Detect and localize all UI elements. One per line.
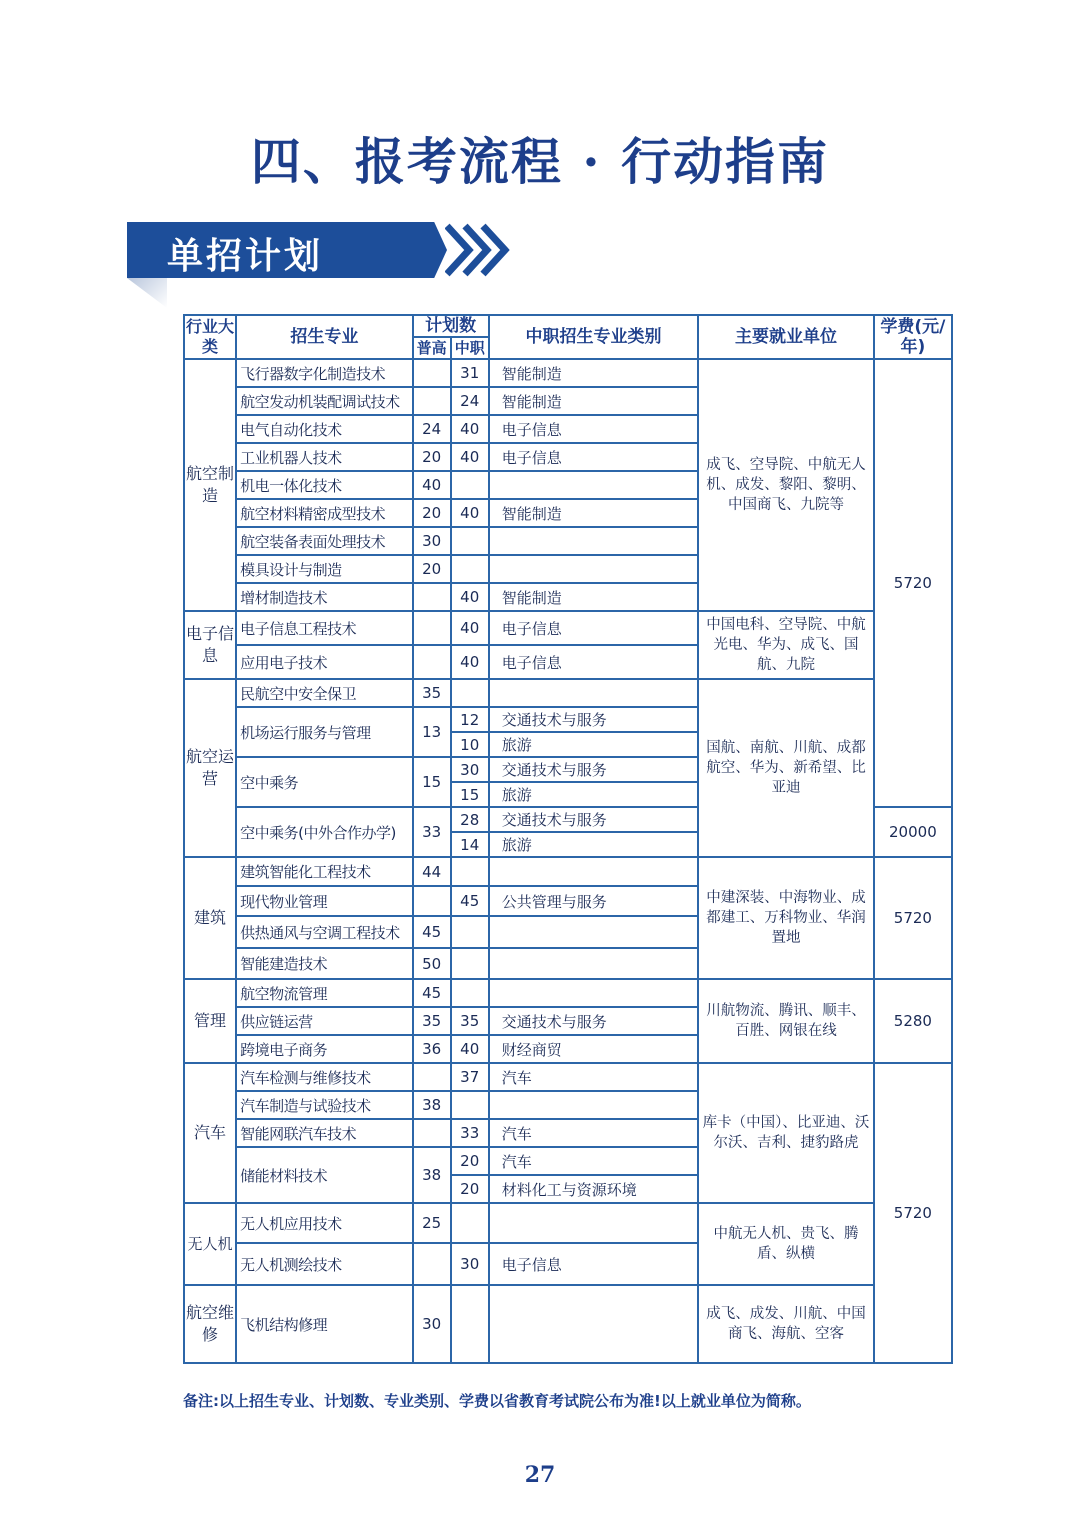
zhongzhi-cell: 40: [451, 415, 489, 443]
zhongzhi-cell: 37: [451, 1063, 489, 1091]
footnote: 备注:以上招生专业、计划数、专业类别、学费以省教育考试院公布为准!以上就业单位为简称。: [183, 1392, 811, 1410]
zhongzhi-cell: [451, 471, 489, 499]
header-plan: 计划数: [413, 315, 489, 337]
table-row: [184, 979, 952, 1007]
header-zhongzhi: 中职: [451, 337, 489, 359]
zhongzhi-cell: 31: [451, 359, 489, 387]
zhongzhi-cell: 20: [451, 1147, 489, 1175]
zhongzhi-cell: [451, 555, 489, 583]
tuition-cell: 5720: [874, 359, 952, 807]
header-pugao: 普高: [413, 337, 451, 359]
major-cell: 航空发动机装配调试技术: [236, 387, 412, 415]
major-cell: 航空材料精密成型技术: [236, 499, 412, 527]
type-cell: 旅游: [489, 832, 699, 857]
type-cell: 汽车: [489, 1119, 699, 1147]
tuition-cell: 5720: [874, 857, 952, 979]
category-cell: 航空运营: [184, 679, 236, 857]
type-cell: 汽车: [489, 1147, 699, 1175]
employers-cell: 国航、南航、川航、成都航空、华为、新希望、比亚迪: [698, 679, 873, 857]
type-cell: [489, 948, 699, 979]
pugao-cell: [413, 583, 451, 611]
zhongzhi-cell: 40: [451, 499, 489, 527]
type-cell: 财经商贸: [489, 1035, 699, 1063]
zhongzhi-cell: 40: [451, 583, 489, 611]
type-cell: 交通技术与服务: [489, 757, 699, 782]
major-cell: 电气自动化技术: [236, 415, 412, 443]
pugao-cell: 30: [413, 1285, 451, 1363]
type-cell: [489, 679, 699, 707]
table-row: [184, 359, 952, 387]
table-row: [184, 857, 952, 886]
enrollment-plan-table: [183, 314, 953, 1364]
type-cell: [489, 527, 699, 555]
zhongzhi-cell: [451, 948, 489, 979]
type-cell: 公共管理与服务: [489, 886, 699, 916]
zhongzhi-cell: [451, 916, 489, 948]
pugao-cell: 38: [413, 1147, 451, 1203]
zhongzhi-cell: 28: [451, 807, 489, 832]
major-cell: 供热通风与空调工程技术: [236, 916, 412, 948]
type-cell: [489, 471, 699, 499]
zhongzhi-cell: 40: [451, 443, 489, 471]
section-banner: [127, 222, 457, 278]
major-cell: 现代物业管理: [236, 886, 412, 916]
type-cell: 电子信息: [489, 611, 699, 645]
pugao-cell: 38: [413, 1091, 451, 1119]
table-row: [184, 1063, 952, 1091]
zhongzhi-cell: 45: [451, 886, 489, 916]
major-cell: 汽车制造与试验技术: [236, 1091, 412, 1119]
tuition-cell: 5280: [874, 979, 952, 1063]
major-cell: 飞机结构修理: [236, 1285, 412, 1363]
type-cell: [489, 857, 699, 886]
pugao-cell: 20: [413, 443, 451, 471]
pugao-cell: [413, 1119, 451, 1147]
major-cell: 无人机测绘技术: [236, 1243, 412, 1285]
banner-fold-decoration: [127, 278, 167, 308]
zhongzhi-cell: [451, 1285, 489, 1363]
major-cell: 无人机应用技术: [236, 1203, 412, 1243]
pugao-cell: 35: [413, 1007, 451, 1035]
category-cell: 汽车: [184, 1063, 236, 1203]
pugao-cell: 44: [413, 857, 451, 886]
type-cell: 智能制造: [489, 499, 699, 527]
major-cell: 机电一体化技术: [236, 471, 412, 499]
pugao-cell: [413, 645, 451, 679]
pugao-cell: 24: [413, 415, 451, 443]
pugao-cell: [413, 1063, 451, 1091]
type-cell: [489, 916, 699, 948]
type-cell: 交通技术与服务: [489, 807, 699, 832]
type-cell: 旅游: [489, 782, 699, 807]
employers-cell: 中建深装、中海物业、成都建工、万科物业、华润置地: [698, 857, 873, 979]
type-cell: [489, 979, 699, 1007]
table-row: [184, 679, 952, 707]
major-cell: 模具设计与制造: [236, 555, 412, 583]
type-cell: 交通技术与服务: [489, 1007, 699, 1035]
pugao-cell: 36: [413, 1035, 451, 1063]
zhongzhi-cell: 24: [451, 387, 489, 415]
table-row: [184, 1203, 952, 1243]
category-cell: 电子信息: [184, 611, 236, 679]
pugao-cell: 15: [413, 757, 451, 807]
pugao-cell: 45: [413, 916, 451, 948]
type-cell: 交通技术与服务: [489, 707, 699, 732]
major-cell: 电子信息工程技术: [236, 611, 412, 645]
header-zz-type: 中职招生专业类别: [489, 315, 699, 359]
zhongzhi-cell: 20: [451, 1175, 489, 1203]
type-cell: 电子信息: [489, 1243, 699, 1285]
page-title: 四、报考流程 · 行动指南: [250, 132, 830, 191]
zhongzhi-cell: 40: [451, 1035, 489, 1063]
type-cell: 电子信息: [489, 415, 699, 443]
major-cell: 增材制造技术: [236, 583, 412, 611]
zhongzhi-cell: 30: [451, 1243, 489, 1285]
header-employers: 主要就业单位: [698, 315, 873, 359]
page-number: 27: [524, 1462, 556, 1488]
major-cell: 储能材料技术: [236, 1147, 412, 1203]
major-cell: 供应链运营: [236, 1007, 412, 1035]
zhongzhi-cell: 33: [451, 1119, 489, 1147]
section-title: 单招计划: [167, 236, 324, 277]
pugao-cell: 20: [413, 499, 451, 527]
pugao-cell: 25: [413, 1203, 451, 1243]
employers-cell: 成飞、成发、川航、中国商飞、海航、空客: [698, 1285, 873, 1363]
zhongzhi-cell: 35: [451, 1007, 489, 1035]
table-row: [184, 611, 952, 645]
zhongzhi-cell: [451, 857, 489, 886]
zhongzhi-cell: 14: [451, 832, 489, 857]
zhongzhi-cell: [451, 527, 489, 555]
type-cell: [489, 555, 699, 583]
category-cell: 建筑: [184, 857, 236, 979]
pugao-cell: 33: [413, 807, 451, 857]
major-cell: 应用电子技术: [236, 645, 412, 679]
pugao-cell: [413, 611, 451, 645]
category-cell: 航空维修: [184, 1285, 236, 1363]
zhongzhi-cell: 12: [451, 707, 489, 732]
header-category: 行业大类: [184, 315, 236, 359]
major-cell: 工业机器人技术: [236, 443, 412, 471]
pugao-cell: 50: [413, 948, 451, 979]
pugao-cell: 35: [413, 679, 451, 707]
employers-cell: 库卡（中国）、比亚迪、沃尔沃、吉利、捷豹路虎: [698, 1063, 873, 1203]
employers-cell: 中国电科、空导院、中航光电、华为、成飞、国航、九院: [698, 611, 873, 679]
type-cell: 电子信息: [489, 443, 699, 471]
pugao-cell: 30: [413, 527, 451, 555]
header-major: 招生专业: [236, 315, 412, 359]
type-cell: [489, 1203, 699, 1243]
pugao-cell: [413, 886, 451, 916]
zhongzhi-cell: 40: [451, 645, 489, 679]
pugao-cell: 20: [413, 555, 451, 583]
pugao-cell: [413, 387, 451, 415]
major-cell: 空中乘务(中外合作办学): [236, 807, 412, 857]
zhongzhi-cell: 15: [451, 782, 489, 807]
zhongzhi-cell: 10: [451, 732, 489, 757]
tuition-cell: 5720: [874, 1063, 952, 1363]
type-cell: 电子信息: [489, 645, 699, 679]
zhongzhi-cell: [451, 679, 489, 707]
major-cell: 民航空中安全保卫: [236, 679, 412, 707]
header-tuition: 学费(元/年): [874, 315, 952, 359]
major-cell: 航空物流管理: [236, 979, 412, 1007]
type-cell: 智能制造: [489, 359, 699, 387]
type-cell: [489, 1091, 699, 1119]
type-cell: 智能制造: [489, 583, 699, 611]
pugao-cell: [413, 359, 451, 387]
major-cell: 跨境电子商务: [236, 1035, 412, 1063]
type-cell: 智能制造: [489, 387, 699, 415]
major-cell: 机场运行服务与管理: [236, 707, 412, 757]
major-cell: 飞行器数字化制造技术: [236, 359, 412, 387]
type-cell: 材料化工与资源环境: [489, 1175, 699, 1203]
category-cell: 航空制造: [184, 359, 236, 611]
major-cell: 智能网联汽车技术: [236, 1119, 412, 1147]
zhongzhi-cell: 40: [451, 611, 489, 645]
zhongzhi-cell: [451, 1091, 489, 1119]
pugao-cell: [413, 1243, 451, 1285]
type-cell: [489, 1285, 699, 1363]
major-cell: 建筑智能化工程技术: [236, 857, 412, 886]
chevron-arrows-icon: [445, 222, 511, 278]
zhongzhi-cell: [451, 979, 489, 1007]
type-cell: 汽车: [489, 1063, 699, 1091]
zhongzhi-cell: [451, 1203, 489, 1243]
pugao-cell: 45: [413, 979, 451, 1007]
category-cell: 管理: [184, 979, 236, 1063]
pugao-cell: 13: [413, 707, 451, 757]
zhongzhi-cell: 30: [451, 757, 489, 782]
employers-cell: 川航物流、腾讯、顺丰、百胜、网银在线: [698, 979, 873, 1063]
major-cell: 智能建造技术: [236, 948, 412, 979]
tuition-cell: 20000: [874, 807, 952, 857]
category-cell: 无人机: [184, 1203, 236, 1285]
table-row: [184, 1285, 952, 1363]
major-cell: 航空装备表面处理技术: [236, 527, 412, 555]
pugao-cell: 40: [413, 471, 451, 499]
employers-cell: 中航无人机、贵飞、腾盾、纵横: [698, 1203, 873, 1285]
major-cell: 空中乘务: [236, 757, 412, 807]
employers-cell: 成飞、空导院、中航无人机、成发、黎阳、黎明、中国商飞、九院等: [698, 359, 873, 611]
major-cell: 汽车检测与维修技术: [236, 1063, 412, 1091]
type-cell: 旅游: [489, 732, 699, 757]
